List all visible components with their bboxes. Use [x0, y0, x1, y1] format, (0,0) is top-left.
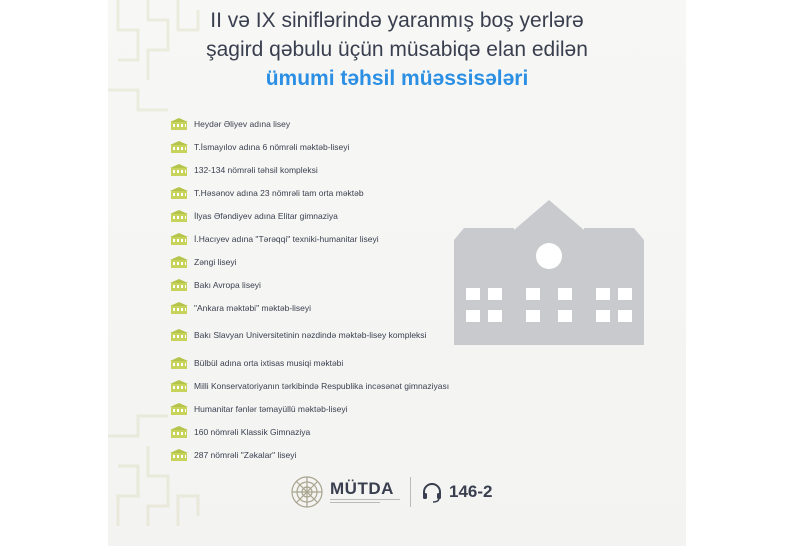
school-name: Bakı Slavyan Universitetinin nəzdində məktəb-lisey kompleksi — [194, 330, 427, 340]
school-name: "Ankara məktəbi" məktəb-liseyi — [194, 302, 312, 313]
hotline-number: 146-2 — [449, 482, 493, 501]
school-icon — [170, 256, 188, 268]
school-icon — [170, 233, 188, 245]
school-name: T.İsmayılov adına 6 nömrəli məktəb-liseyi — [194, 141, 350, 152]
list-item — [170, 420, 550, 443]
school-name: 132-134 nömrəli təhsil kompleksi — [194, 164, 318, 175]
title-line-1: II və IX siniflərində yaranmış boş yerlərə — [210, 9, 584, 32]
hotline — [421, 481, 492, 503]
school-name: 287 nömrəli "Zəkalar" liseyi — [194, 449, 297, 460]
list-item — [170, 443, 550, 466]
list-item — [170, 397, 550, 420]
footer-divider — [410, 477, 411, 507]
brand-subtitle-graphic — [330, 498, 400, 505]
headset-icon — [421, 481, 443, 503]
footer — [290, 472, 492, 512]
school-name: T.Həsənov adına 23 nömrəli tam orta məktəb — [194, 187, 364, 198]
poster — [108, 0, 686, 546]
school-icon — [170, 187, 188, 199]
list-item — [170, 351, 550, 374]
school-name: Zəngi liseyi — [194, 256, 237, 267]
school-icon — [170, 141, 188, 153]
title-line-3: ümumi təhsil müəssisələri — [265, 67, 529, 90]
brand-name: MÜTDA — [330, 478, 394, 498]
school-icon — [170, 357, 188, 369]
school-icon — [170, 210, 188, 222]
school-icon — [170, 164, 188, 176]
school-icon — [170, 279, 188, 291]
list-item — [170, 112, 550, 135]
brand — [330, 480, 400, 505]
school-name: Humanitar fənlər təmayüllü məktəb-liseyi — [194, 403, 348, 414]
school-name: 160 nömrəli Klassik Gimnaziya — [194, 426, 311, 437]
school-name: Milli Konservatoriyanın tərkibində Respublika incəsənət gimnaziyası — [194, 380, 450, 391]
school-icon — [170, 118, 188, 130]
list-item — [170, 135, 550, 158]
school-building-icon — [454, 200, 644, 345]
poster-title — [108, 6, 686, 93]
school-icon — [170, 426, 188, 438]
school-icon — [170, 380, 188, 392]
mutda-emblem-icon — [290, 475, 324, 509]
list-item — [170, 374, 550, 397]
school-name: İlyas Əfəndiyev adına Elitar gimnaziya — [194, 210, 338, 221]
school-icon — [170, 329, 188, 341]
title-line-2: şagird qəbulu üçün müsabiqə elan edilən — [206, 38, 588, 61]
school-name: Bakı Avropa liseyi — [194, 279, 261, 290]
school-name: İ.Hacıyev adına "Tərəqqi" texniki-humanitar liseyi — [194, 233, 379, 244]
school-icon — [170, 403, 188, 415]
school-name: Heydər Əliyev adına lisey — [194, 118, 291, 129]
school-icon — [170, 449, 188, 461]
school-name: Bülbül adına orta ixtisas musiqi məktəbi — [194, 357, 344, 368]
list-item — [170, 158, 550, 181]
school-icon — [170, 302, 188, 314]
